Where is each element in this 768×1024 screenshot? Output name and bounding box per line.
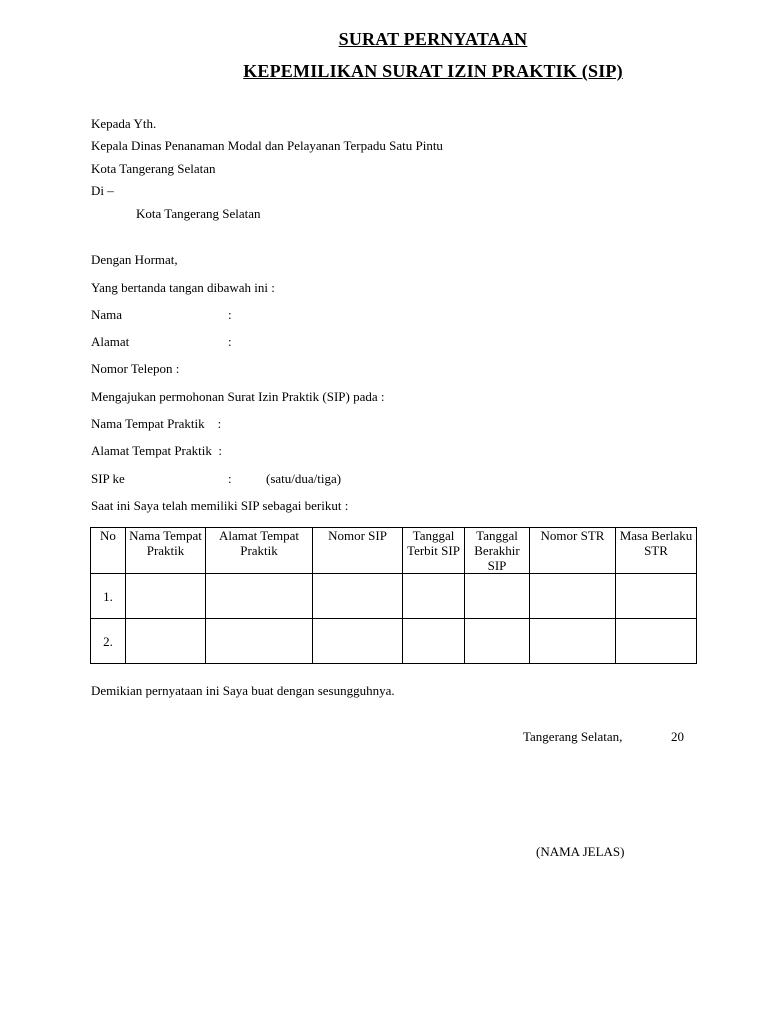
row-number: 2.: [91, 619, 126, 664]
owned-text: Saat ini Saya telah memiliki SIP sebagai berikut :: [91, 498, 349, 513]
field-sip-ke-label: SIP ke: [91, 471, 125, 486]
recipient-line-5: Kota Tangerang Selatan: [136, 206, 261, 221]
table-cell[interactable]: [616, 619, 697, 664]
year: 20: [671, 729, 684, 744]
greeting: Dengan Hormat,: [91, 252, 178, 267]
intro-text: Yang bertanda tangan dibawah ini :: [91, 280, 275, 295]
field-nama-tempat-label: Nama Tempat Praktik: [91, 416, 205, 431]
place-date: Tangerang Selatan,: [523, 729, 623, 744]
table-header-row: [91, 528, 697, 574]
field-alamat-colon: :: [228, 334, 232, 349]
table-cell[interactable]: [403, 574, 465, 619]
document-title: SURAT PERNYATAAN: [338, 29, 528, 49]
header-alamat-tempat: Alamat Tempat Praktik: [206, 528, 313, 574]
field-sip-ke-colon: :: [228, 471, 232, 486]
table-cell[interactable]: [403, 619, 465, 664]
table-row: [91, 619, 697, 664]
table-cell[interactable]: [465, 574, 530, 619]
header-tanggal-berakhir: Tanggal Berakhir SIP: [465, 528, 530, 574]
recipient-line-2: Kepala Dinas Penanaman Modal dan Pelayanan Terpadu Satu Pintu: [91, 138, 443, 153]
field-nama-tempat: [91, 416, 221, 432]
table-cell[interactable]: [313, 574, 403, 619]
table-cell[interactable]: [126, 574, 206, 619]
table-row: [91, 574, 697, 619]
field-alamat-tempat-label: Alamat Tempat Praktik: [91, 443, 212, 458]
field-alamat-tempat-colon: :: [218, 443, 223, 458]
field-sip-ke: [91, 471, 341, 487]
table-cell[interactable]: [530, 574, 616, 619]
row-number: 1.: [91, 574, 126, 619]
recipient-line-3: Kota Tangerang Selatan: [91, 161, 216, 176]
closing-text: Demikian pernyataan ini Saya buat dengan sesungguhnya.: [91, 683, 395, 698]
field-alamat-tempat: [91, 443, 222, 459]
table-cell[interactable]: [206, 619, 313, 664]
field-alamat: [91, 334, 232, 350]
field-nama-colon: :: [228, 307, 232, 322]
recipient-line-1: Kepada Yth.: [91, 116, 157, 131]
field-alamat-label: Alamat: [91, 334, 130, 349]
field-telepon-colon: :: [175, 361, 180, 376]
request-text: Mengajukan permohonan Surat Izin Praktik (SIP) pada :: [91, 389, 385, 404]
header-tanggal-terbit: Tanggal Terbit SIP: [403, 528, 465, 574]
document-subtitle: KEPEMILIKAN SURAT IZIN PRAKTIK (SIP): [243, 61, 623, 81]
field-nama-tempat-colon: :: [217, 416, 222, 431]
table-cell[interactable]: [465, 619, 530, 664]
header-masa-berlaku: Masa Berlaku STR: [616, 528, 697, 574]
table-cell[interactable]: [126, 619, 206, 664]
signature-name: (NAMA JELAS): [536, 844, 625, 859]
table-cell[interactable]: [530, 619, 616, 664]
table-cell[interactable]: [616, 574, 697, 619]
header-no: No: [91, 528, 126, 574]
table-cell[interactable]: [313, 619, 403, 664]
field-telepon: [91, 361, 179, 377]
header-nomor-sip: Nomor SIP: [313, 528, 403, 574]
recipient-line-4: Di –: [91, 183, 114, 198]
field-nama-label: Nama: [91, 307, 123, 322]
header-nama-tempat: Nama Tempat Praktik: [126, 528, 206, 574]
sip-table: [90, 527, 697, 664]
field-nama: [91, 307, 232, 323]
field-sip-ke-value: (satu/dua/tiga): [266, 471, 342, 486]
field-telepon-label: Nomor Telepon: [91, 361, 173, 376]
header-nomor-str: Nomor STR: [530, 528, 616, 574]
table-cell[interactable]: [206, 574, 313, 619]
